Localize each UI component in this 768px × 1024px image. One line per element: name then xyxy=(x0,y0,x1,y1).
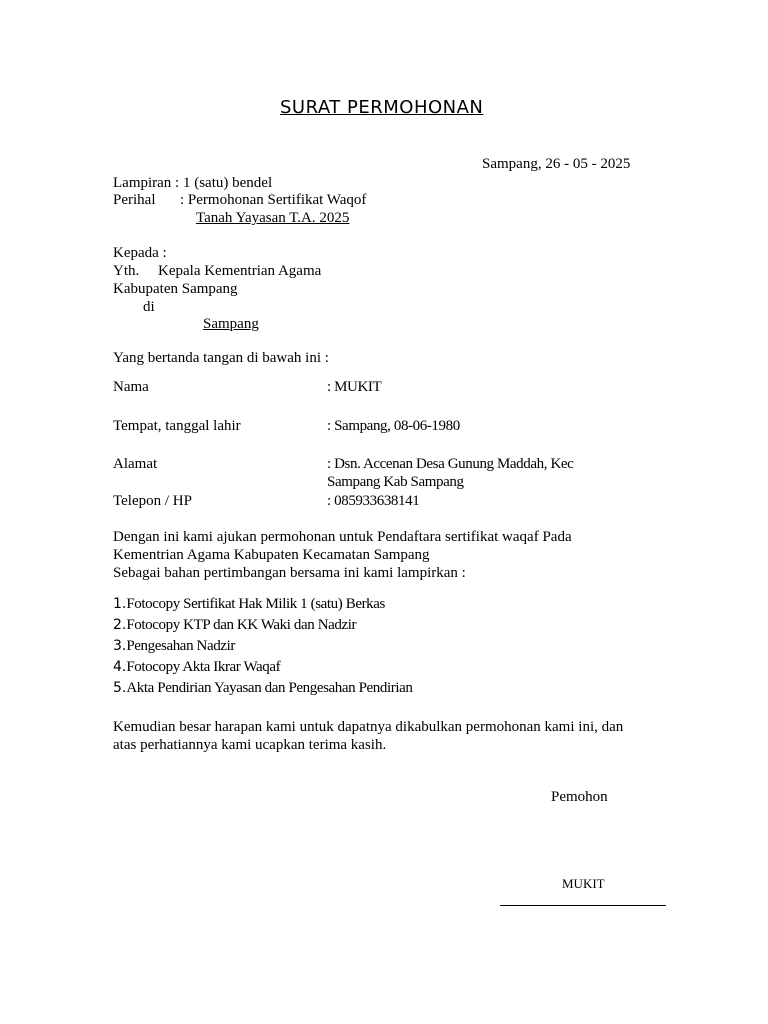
recipient-line1: Kepala Kementrian Agama xyxy=(158,263,322,279)
attachment-item xyxy=(113,680,413,696)
attachment-item xyxy=(113,638,235,654)
attachment-number: 5. xyxy=(113,680,127,696)
nama-label: Nama xyxy=(113,379,149,395)
di-label: di xyxy=(143,299,155,315)
telepon-value: : 085933638141 xyxy=(327,493,420,509)
nama-value: : MUKIT xyxy=(327,379,382,395)
attachment-text: Pengesahan Nadzir xyxy=(126,638,235,654)
closing-line2: atas perhatiannya kami ucapkan terima kasih. xyxy=(113,737,387,753)
ttl-value: : Sampang, 08-06-1980 xyxy=(327,418,460,434)
date-line: Sampang, 26 - 05 - 2025 xyxy=(482,156,631,172)
attachment-text: Akta Pendirian Yayasan dan Pengesahan Pendirian xyxy=(126,680,413,696)
perihal-value-line2: Tanah Yayasan T.A. 2025 xyxy=(196,210,350,226)
attachment-item xyxy=(113,617,356,633)
alamat-value-line1: : Dsn. Accenan Desa Gunung Maddah, Kec xyxy=(327,456,574,472)
intro-line: Yang bertanda tangan di bawah ini : xyxy=(113,350,329,366)
attachment-number: 2. xyxy=(113,617,127,633)
attachment-number: 4. xyxy=(113,659,127,675)
attachment-number: 1. xyxy=(113,596,127,612)
attachment-text: Fotocopy Akta Ikrar Waqaf xyxy=(126,659,281,675)
body-line3: Sebagai bahan pertimbangan bersama ini kami lampirkan : xyxy=(113,565,466,581)
signature-label: Pemohon xyxy=(551,789,608,805)
kepada-label: Kepada : xyxy=(113,245,167,261)
signature-name: MUKIT xyxy=(562,876,605,891)
closing-line1: Kemudian besar harapan kami untuk dapatnya dikabulkan permohonan kami ini, dan xyxy=(113,719,624,735)
attachment-text: Fotocopy Sertifikat Hak Milik 1 (satu) Berkas xyxy=(126,596,385,612)
attachment-item xyxy=(113,596,385,612)
recipient-line2: Kabupaten Sampang xyxy=(113,281,238,297)
attachment-text: Fotocopy KTP dan KK Waki dan Nadzir xyxy=(126,617,357,633)
place-label: Sampang xyxy=(203,316,259,332)
telepon-label: Telepon / HP xyxy=(113,493,192,509)
alamat-value-line2: Sampang Kab Sampang xyxy=(327,474,464,490)
body-line2: Kementrian Agama Kabupaten Kecamatan Sampang xyxy=(113,547,430,563)
alamat-label: Alamat xyxy=(113,456,158,472)
yth-label: Yth. xyxy=(113,263,140,279)
attachment-number: 3. xyxy=(113,638,127,654)
ttl-label: Tempat, tanggal lahir xyxy=(113,418,241,434)
attachment-item xyxy=(113,659,280,675)
signature-line xyxy=(500,905,666,906)
lampiran-line: Lampiran : 1 (satu) bendel xyxy=(113,175,273,191)
perihal-value: : Permohonan Sertifikat Waqof xyxy=(180,192,367,208)
body-line1: Dengan ini kami ajukan permohonan untuk Pendaftara sertifikat waqaf Pada xyxy=(113,529,572,545)
perihal-label: Perihal xyxy=(113,192,156,208)
document-title: SURAT PERMOHONAN xyxy=(280,97,484,118)
